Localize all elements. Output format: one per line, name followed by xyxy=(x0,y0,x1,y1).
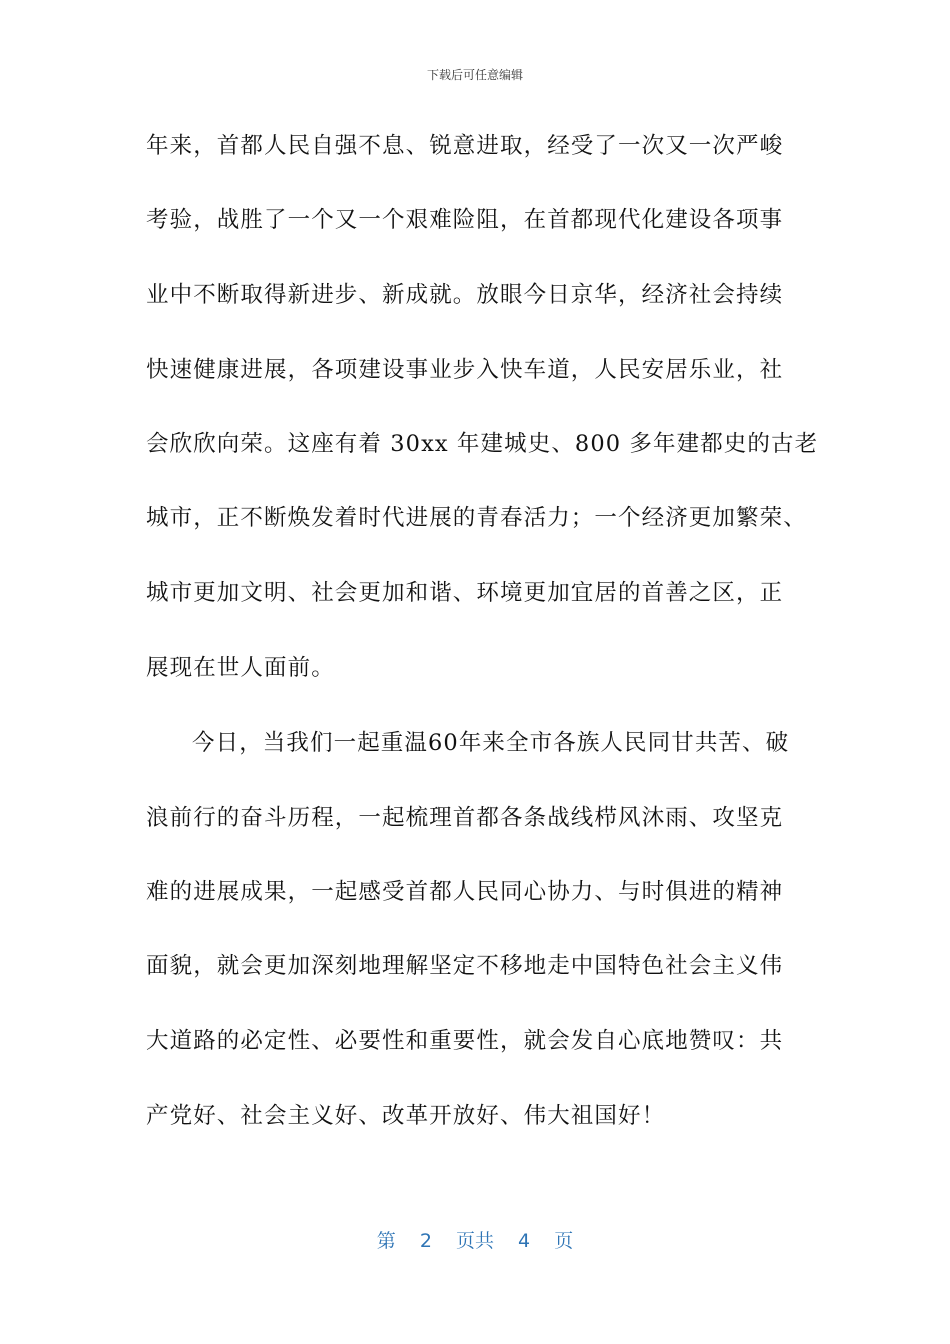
text-line: 考验，战胜了一个又一个艰难险阻，在首都现代化建设各项事 xyxy=(146,207,784,233)
footer-suffix: 页 xyxy=(554,1230,574,1252)
total-pages-number: 4 xyxy=(518,1230,531,1252)
text-line: 年来，首都人民自强不息、锐意进取，经受了一次又一次严峻 xyxy=(146,133,784,159)
text-line: 今日，当我们一起重温60年来全市各族人民同甘共苦、破 xyxy=(192,730,790,756)
text-line: 难的进展成果，一起感受首都人民同心协力、与时俱进的精神 xyxy=(146,879,784,905)
page-number-footer xyxy=(0,1226,950,1253)
current-page-number: 2 xyxy=(419,1230,432,1252)
header-note: 下载后可任意编辑 xyxy=(426,68,523,82)
text-line: 产党好、社会主义好、改革开放好、伟大祖国好！ xyxy=(146,1103,666,1129)
text-line: 面貌，就会更加深刻地理解坚定不移地走中国特色社会主义伟 xyxy=(146,953,784,979)
footer-middle: 页共 xyxy=(455,1230,494,1252)
text-line: 城市，正不断焕发着时代进展的青春活力；一个经济更加繁荣、 xyxy=(146,505,807,531)
text-line: 展现在世人面前。 xyxy=(146,655,335,681)
footer-prefix: 第 xyxy=(376,1230,396,1252)
text-line: 浪前行的奋斗历程，一起梳理首都各条战线栉风沐雨、攻坚克 xyxy=(146,805,784,831)
text-line: 城市更加文明、社会更加和谐、环境更加宜居的首善之区，正 xyxy=(146,580,784,606)
text-line: 快速健康进展，各项建设事业步入快车道，人民安居乐业，社 xyxy=(146,357,784,383)
text-line: 会欣欣向荣。这座有着 30xx 年建城史、800 多年建都史的古老 xyxy=(146,431,819,457)
text-line: 大道路的必定性、必要性和重要性，就会发自心底地赞叹：共 xyxy=(146,1028,784,1054)
text-line: 业中不断取得新进步、新成就。放眼今日京华，经济社会持续 xyxy=(146,282,784,308)
